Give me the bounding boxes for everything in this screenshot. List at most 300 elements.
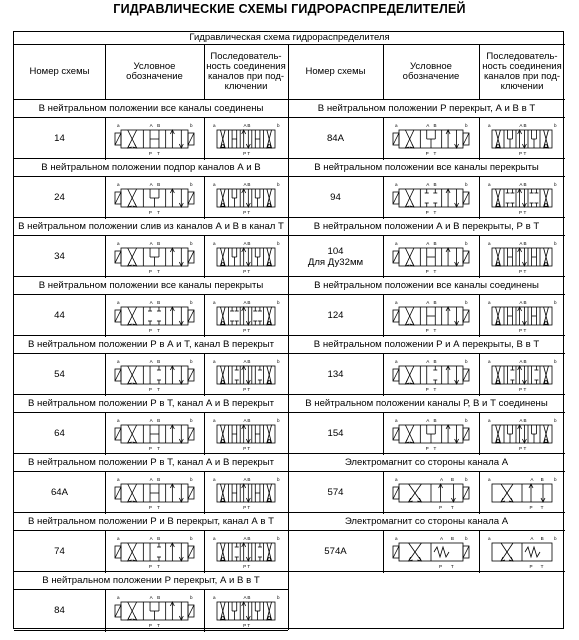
section-heading: В нейтральном положении слив из каналов А и В в канал Т	[18, 221, 284, 232]
port-label: A	[149, 477, 153, 482]
table-rule	[479, 354, 480, 396]
valve-symbol	[111, 238, 198, 276]
port-label: b	[190, 241, 193, 246]
table-rule	[105, 44, 106, 99]
connection-sequence-symbol	[207, 474, 285, 512]
scheme-number	[288, 295, 383, 336]
port-label: A	[149, 241, 153, 246]
port-label: a	[213, 477, 216, 482]
port-label: A	[426, 182, 430, 187]
port-label: T	[247, 269, 251, 274]
scheme-number	[14, 472, 105, 513]
port-label: B	[157, 182, 161, 187]
scheme-number	[14, 354, 105, 395]
connection-sequence-symbol	[482, 297, 562, 335]
connection-sequence-symbol	[482, 533, 562, 571]
table-rule	[14, 44, 565, 45]
table-rule	[204, 295, 205, 337]
section-heading: В нейтральном положении Р и В перекрыт, канал А в Т	[27, 516, 275, 527]
port-label: T	[523, 269, 527, 274]
valve-symbol	[389, 356, 473, 394]
scheme-number	[14, 590, 105, 631]
section-heading: В нейтральном положении Р в Т, канал А и В перекрыт	[27, 398, 275, 409]
table-rule	[105, 413, 106, 455]
port-label: B	[157, 595, 161, 600]
table-rule	[479, 295, 480, 337]
port-label: T	[540, 505, 544, 510]
table-rule	[479, 413, 480, 455]
port-label: P	[243, 623, 247, 628]
scheme-number-value: 44	[54, 310, 65, 321]
port-label: b	[465, 477, 468, 482]
port-label: a	[117, 123, 120, 128]
scheme-number-value: 574	[327, 487, 344, 498]
column-header-scheme-number: Номер схемы	[29, 66, 90, 77]
port-label: T	[433, 210, 437, 215]
port-label: T	[433, 151, 437, 156]
scheme-number-value: 84А	[326, 133, 345, 144]
scheme-number-value: 94	[330, 192, 341, 203]
port-label: a	[488, 477, 491, 482]
table-rule	[105, 531, 106, 573]
port-label: P	[439, 564, 443, 569]
port-label: b	[277, 241, 280, 246]
scheme-number-value: 134	[327, 369, 344, 380]
section-heading: В нейтральном положении все каналы перекрыты	[314, 162, 539, 173]
port-label: T	[523, 151, 527, 156]
valve-symbol	[389, 179, 473, 217]
port-label: b	[277, 536, 280, 541]
port-label: T	[523, 446, 527, 451]
valve-symbol	[389, 238, 473, 276]
port-label: b	[190, 123, 193, 128]
port-label: b	[465, 536, 468, 541]
scheme-number	[14, 236, 105, 277]
scheme-number	[14, 413, 105, 454]
table-rule	[383, 44, 384, 99]
port-label: B	[157, 241, 161, 246]
port-label: T	[157, 505, 160, 510]
port-label: B	[247, 359, 251, 364]
valve-symbol	[389, 120, 473, 158]
table-rule	[105, 354, 106, 396]
port-label: P	[529, 564, 533, 569]
table-rule	[383, 413, 384, 455]
port-label: T	[433, 446, 437, 451]
valve-symbol	[111, 415, 198, 453]
section-heading: В нейтральном положении Р перекрыт, А и В в Т	[42, 575, 260, 586]
port-label: B	[523, 300, 527, 305]
port-label: B	[247, 241, 251, 246]
port-label: b	[465, 359, 468, 364]
port-label: P	[425, 151, 429, 156]
scheme-number	[14, 118, 105, 159]
port-label: T	[247, 151, 251, 156]
section-heading: Электромагнит со стороны канала А	[344, 516, 509, 527]
port-label: T	[157, 623, 160, 628]
port-label: B	[157, 536, 161, 541]
table-rule	[204, 118, 205, 160]
scheme-number-value: 104	[327, 245, 344, 257]
port-label: A	[530, 477, 534, 482]
connection-sequence-symbol	[482, 120, 562, 158]
port-label: A	[519, 300, 523, 305]
port-label: T	[247, 328, 251, 333]
port-label: a	[117, 418, 120, 423]
port-label: P	[148, 564, 152, 569]
table-rule	[105, 177, 106, 219]
table-rule	[383, 118, 384, 160]
port-label: A	[519, 418, 523, 423]
section-heading: В нейтральном положении Р в Т, канал А и В перекрыт	[27, 457, 275, 468]
connection-sequence-symbol	[207, 533, 285, 571]
port-label: A	[519, 123, 523, 128]
port-label: a	[117, 477, 120, 482]
port-label: a	[213, 536, 216, 541]
port-label: b	[190, 477, 193, 482]
port-label: a	[213, 123, 216, 128]
scheme-number	[288, 118, 383, 159]
section-heading: В нейтральном положении каналы Р, В и Т соединены	[305, 398, 548, 409]
port-label: T	[247, 505, 251, 510]
port-label: P	[243, 269, 247, 274]
port-label: a	[213, 595, 216, 600]
port-label: B	[247, 477, 251, 482]
table-rule	[204, 531, 205, 573]
port-label: P	[519, 269, 523, 274]
port-label: A	[519, 182, 523, 187]
table-rule	[383, 236, 384, 278]
port-label: A	[149, 536, 153, 541]
port-label: b	[554, 182, 557, 187]
port-label: b	[465, 418, 468, 423]
scheme-number-note: Для Ду32мм	[307, 256, 364, 268]
port-label: b	[554, 477, 557, 482]
connection-sequence-symbol	[207, 415, 285, 453]
port-label: A	[243, 418, 247, 423]
port-label: a	[117, 536, 120, 541]
scheme-number-value: 84	[54, 605, 65, 616]
table-rule	[14, 630, 288, 631]
valve-symbol	[111, 179, 198, 217]
port-label: A	[426, 359, 430, 364]
scheme-number	[14, 531, 105, 572]
port-label: b	[277, 123, 280, 128]
table-rule	[383, 354, 384, 396]
port-label: P	[425, 446, 429, 451]
connection-sequence-symbol	[207, 297, 285, 335]
port-label: P	[148, 623, 152, 628]
port-label: T	[157, 446, 160, 451]
section-heading: Электромагнит со стороны канала А	[344, 457, 509, 468]
port-label: P	[519, 328, 523, 333]
scheme-number-value: 14	[54, 133, 65, 144]
table-rule	[105, 295, 106, 337]
port-label: P	[439, 505, 443, 510]
port-label: b	[465, 182, 468, 187]
connection-sequence-symbol	[207, 238, 285, 276]
port-label: B	[433, 182, 437, 187]
port-label: B	[247, 418, 251, 423]
scheme-number-value: 64А	[50, 487, 69, 498]
port-label: T	[157, 564, 160, 569]
port-label: P	[519, 387, 523, 392]
port-label: b	[190, 418, 193, 423]
port-label: b	[277, 595, 280, 600]
table-rule	[204, 472, 205, 514]
port-label: B	[433, 300, 437, 305]
page-title: ГИДРАВЛИЧЕСКИЕ СХЕМЫ ГИДРОРАСПРЕДЕЛИТЕЛЕЙ	[113, 2, 466, 16]
valve-symbol	[389, 415, 473, 453]
scheme-number-value: 124	[327, 310, 344, 321]
table-rule	[288, 44, 289, 99]
table-rule	[204, 177, 205, 219]
section-heading: В нейтральном положении все каналы соединены	[38, 103, 264, 114]
port-label: B	[523, 182, 527, 187]
section-heading: В нейтральном положении все каналы перекрыты	[38, 280, 264, 291]
port-label: a	[395, 182, 398, 187]
port-label: b	[554, 123, 557, 128]
port-label: a	[117, 595, 120, 600]
connection-sequence-symbol	[207, 120, 285, 158]
port-label: b	[277, 477, 280, 482]
connection-sequence-symbol	[482, 474, 562, 512]
port-label: a	[395, 300, 398, 305]
port-label: B	[433, 418, 437, 423]
port-label: a	[488, 418, 491, 423]
section-heading: В нейтральном положении А и В перекрыты, Р в Т	[313, 221, 540, 232]
port-label: a	[117, 241, 120, 246]
port-label: T	[157, 269, 160, 274]
port-label: P	[243, 505, 247, 510]
port-label: P	[243, 151, 247, 156]
port-label: B	[540, 536, 544, 541]
port-label: P	[425, 387, 429, 392]
section-heading: В нейтральном положении Р в А и Т, канал В перекрыт	[27, 339, 275, 350]
connection-sequence-symbol	[207, 356, 285, 394]
connection-sequence-symbol	[207, 592, 285, 630]
port-label: T	[433, 328, 437, 333]
scheme-number	[288, 354, 383, 395]
scheme-number	[14, 177, 105, 218]
port-label: b	[190, 536, 193, 541]
port-label: a	[488, 300, 491, 305]
port-label: A	[243, 300, 247, 305]
port-label: B	[247, 123, 251, 128]
port-label: b	[554, 300, 557, 305]
column-header-sequence: Последователь-ность соединения каналов при под-ключении	[482, 51, 562, 92]
port-label: a	[488, 123, 491, 128]
port-label: a	[117, 359, 120, 364]
section-heading: В нейтральном положении Р перекрыт, А и В в Т	[317, 103, 536, 114]
port-label: A	[149, 359, 153, 364]
port-label: B	[523, 241, 527, 246]
table-rule	[204, 354, 205, 396]
port-label: A	[243, 477, 247, 482]
port-label: B	[157, 359, 161, 364]
table-rule	[479, 118, 480, 160]
port-label: A	[149, 300, 153, 305]
table-rule	[383, 531, 384, 573]
connection-sequence-symbol	[207, 179, 285, 217]
port-label: P	[425, 328, 429, 333]
port-label: P	[243, 564, 247, 569]
port-label: B	[433, 359, 437, 364]
port-label: T	[523, 328, 527, 333]
port-label: B	[247, 300, 251, 305]
table-rule	[479, 177, 480, 219]
port-label: a	[117, 182, 120, 187]
port-label: B	[433, 123, 437, 128]
table-rule	[383, 177, 384, 219]
scheme-number	[288, 236, 383, 277]
valve-symbol	[111, 356, 198, 394]
scheme-number-value: 574А	[324, 546, 347, 557]
port-label: A	[426, 241, 430, 246]
port-label: P	[148, 505, 152, 510]
port-label: P	[425, 269, 429, 274]
table-rule	[288, 571, 565, 572]
port-label: T	[523, 210, 527, 215]
port-label: P	[243, 446, 247, 451]
port-label: T	[157, 328, 160, 333]
port-label: A	[426, 123, 430, 128]
port-label: B	[523, 123, 527, 128]
port-label: P	[148, 269, 152, 274]
port-label: A	[426, 300, 430, 305]
port-label: T	[247, 623, 251, 628]
table-rule	[383, 295, 384, 337]
schemes-table	[13, 31, 564, 629]
port-label: A	[243, 182, 247, 187]
valve-symbol	[111, 120, 198, 158]
port-label: A	[519, 241, 523, 246]
port-label: A	[243, 241, 247, 246]
port-label: P	[148, 210, 152, 215]
port-label: a	[213, 359, 216, 364]
scheme-number-value: 24	[54, 192, 65, 203]
port-label: P	[519, 446, 523, 451]
connection-sequence-symbol	[482, 179, 562, 217]
table-rule	[204, 413, 205, 455]
port-label: b	[277, 359, 280, 364]
port-label: P	[519, 151, 523, 156]
port-label: a	[488, 182, 491, 187]
port-label: B	[157, 418, 161, 423]
table-rule	[204, 590, 205, 632]
port-label: a	[395, 123, 398, 128]
scheme-number	[288, 177, 383, 218]
column-header-symbol: Условное обозначение	[402, 61, 460, 82]
scheme-number	[288, 413, 383, 454]
table-rule	[383, 472, 384, 514]
port-label: P	[243, 328, 247, 333]
table-rule	[204, 236, 205, 278]
port-label: B	[523, 418, 527, 423]
port-label: b	[190, 595, 193, 600]
port-label: P	[519, 210, 523, 215]
port-label: B	[157, 123, 161, 128]
scheme-number-value: 154	[327, 428, 344, 439]
table-rule	[204, 44, 205, 99]
port-label: A	[149, 123, 153, 128]
port-label: A	[243, 123, 247, 128]
port-label: A	[426, 418, 430, 423]
port-label: b	[190, 359, 193, 364]
port-label: P	[148, 328, 152, 333]
port-label: T	[157, 151, 160, 156]
scheme-number-value: 34	[54, 251, 65, 262]
port-label: P	[148, 446, 152, 451]
section-heading: В нейтральном положении Р и А перекрыты, В в Т	[313, 339, 540, 350]
table-rule	[479, 472, 480, 514]
port-label: a	[488, 359, 491, 364]
valve-symbol	[389, 474, 473, 512]
scheme-number	[14, 295, 105, 336]
port-label: a	[213, 300, 216, 305]
port-label: T	[157, 387, 160, 392]
table-rule	[105, 236, 106, 278]
port-label: B	[450, 536, 454, 541]
port-label: b	[554, 359, 557, 364]
port-label: T	[247, 446, 251, 451]
table-rule	[288, 99, 289, 630]
table-rule	[479, 236, 480, 278]
port-label: a	[395, 477, 398, 482]
port-label: B	[523, 359, 527, 364]
valve-symbol	[111, 297, 198, 335]
port-label: B	[450, 477, 454, 482]
column-header-symbol: Условное обозначение	[126, 61, 183, 82]
port-label: A	[149, 182, 153, 187]
port-label: T	[540, 564, 544, 569]
connection-sequence-symbol	[482, 415, 562, 453]
table-rule	[105, 590, 106, 632]
table-rule	[105, 118, 106, 160]
port-label: A	[149, 418, 153, 423]
connection-sequence-symbol	[482, 238, 562, 276]
scheme-number-value: 64	[54, 428, 65, 439]
port-label: T	[433, 387, 437, 392]
port-label: b	[190, 182, 193, 187]
port-label: T	[157, 210, 160, 215]
port-label: P	[148, 387, 152, 392]
port-label: a	[488, 536, 491, 541]
port-label: b	[554, 241, 557, 246]
port-label: P	[425, 210, 429, 215]
port-label: P	[243, 210, 247, 215]
port-label: a	[395, 359, 398, 364]
port-label: T	[247, 564, 251, 569]
table-rule	[105, 472, 106, 514]
scheme-number	[288, 531, 383, 572]
port-label: P	[243, 387, 247, 392]
port-label: A	[243, 536, 247, 541]
scheme-number-value: 74	[54, 546, 65, 557]
port-label: B	[433, 241, 437, 246]
valve-symbol	[389, 297, 473, 335]
port-label: B	[157, 300, 161, 305]
port-label: A	[243, 595, 247, 600]
connection-sequence-symbol	[482, 356, 562, 394]
port-label: b	[465, 123, 468, 128]
port-label: T	[433, 269, 437, 274]
port-label: b	[190, 300, 193, 305]
port-label: P	[148, 151, 152, 156]
scheme-number	[288, 472, 383, 513]
port-label: T	[247, 387, 251, 392]
port-label: a	[395, 241, 398, 246]
